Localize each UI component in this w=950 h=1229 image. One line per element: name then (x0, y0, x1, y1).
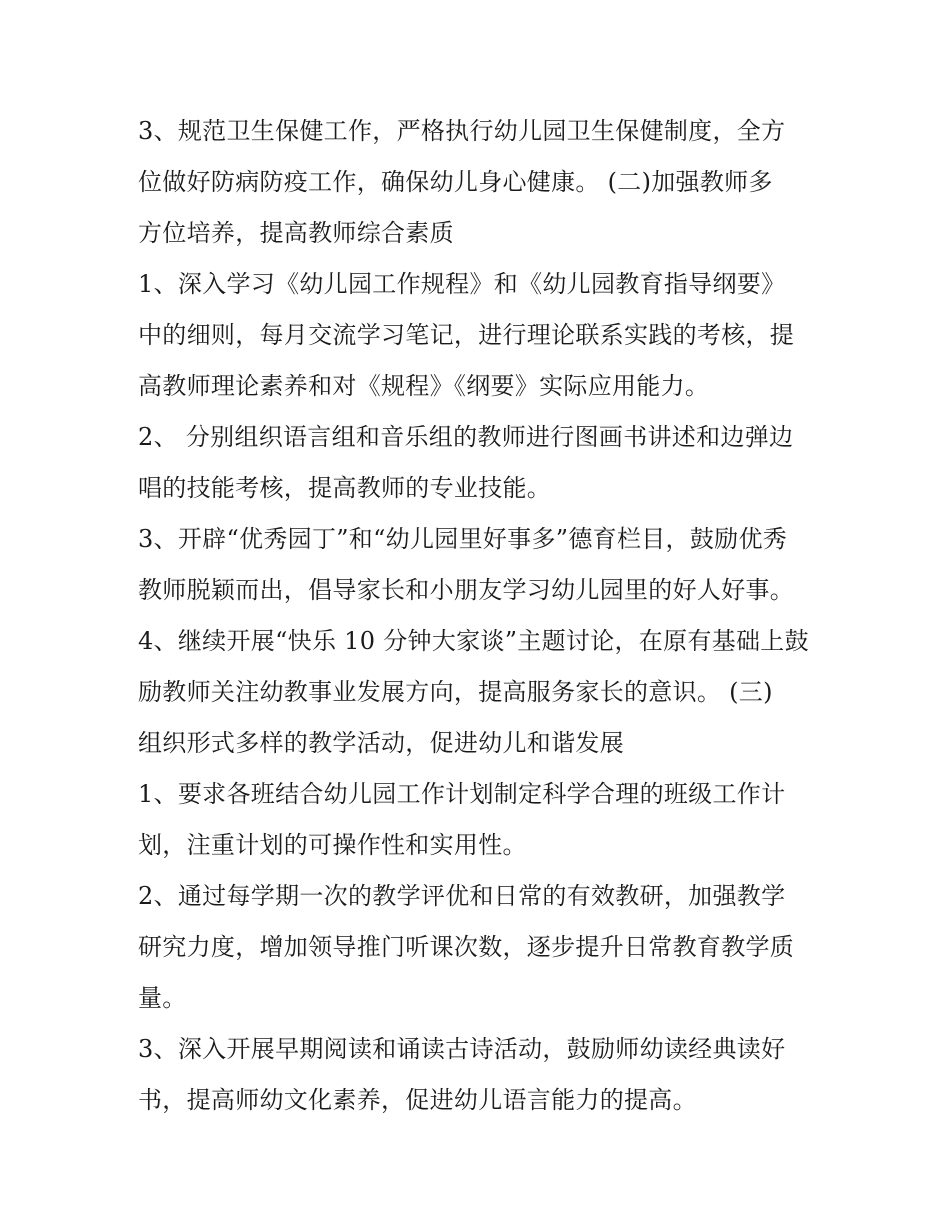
text-line: 研究力度，增加领导推门听课次数，逐步提升日常教育教学质 (138, 933, 795, 961)
text-line: 1、深入学习《幼儿园工作规程》和《幼儿园教育指导纲要》 (138, 270, 786, 298)
text-line: 2、通过每学期一次的教学评优和日常的有效教研，加强教学 (138, 882, 786, 910)
text-line: 1、要求各班结合幼儿园工作计划制定科学合理的班级工作计 (138, 780, 786, 808)
text-line: 位做好防病防疫工作，确保幼儿身心健康。 (二)加强教师多 (138, 168, 773, 196)
text-line: 量。 (138, 984, 187, 1012)
text-line: 组织形式多样的教学活动，促进幼儿和谐发展 (138, 729, 624, 757)
document-body (138, 106, 818, 1126)
text-line: 4、继续开展“快乐 10 分钟大家谈”主题讨论，在原有基础上鼓 (138, 627, 809, 655)
text-line: 3、深入开展早期阅读和诵读古诗活动，鼓励师幼读经典读好 (138, 1035, 786, 1063)
text-line: 书，提高师幼文化素养，促进幼儿语言能力的提高。 (138, 1086, 697, 1114)
text-line: 方位培养，提高教师综合素质 (138, 219, 454, 247)
text-line: 2、 分别组织语言组和音乐组的教师进行图画书讲述和边弹边 (138, 423, 794, 451)
text-line: 划，注重计划的可操作性和实用性。 (138, 831, 527, 859)
text-line: 唱的技能考核，提高教师的专业技能。 (138, 474, 552, 502)
text-line: 3、开辟“优秀园丁”和“幼儿园里好事多”德育栏目，鼓励优秀 (138, 525, 788, 553)
text-line: 中的细则，每月交流学习笔记，进行理论联系实践的考核，提 (138, 321, 795, 349)
text-line: 3、规范卫生保健工作，严格执行幼儿园卫生保健制度，全方 (138, 117, 786, 145)
text-line: 教师脱颖而出，倡导家长和小朋友学习幼儿园里的好人好事。 (138, 576, 795, 604)
text-line: 励教师关注幼教事业发展方向，提高服务家长的意识。 (三) (138, 678, 773, 706)
text-line: 高教师理论素养和对《规程》《纲要》实际应用能力。 (138, 372, 710, 400)
